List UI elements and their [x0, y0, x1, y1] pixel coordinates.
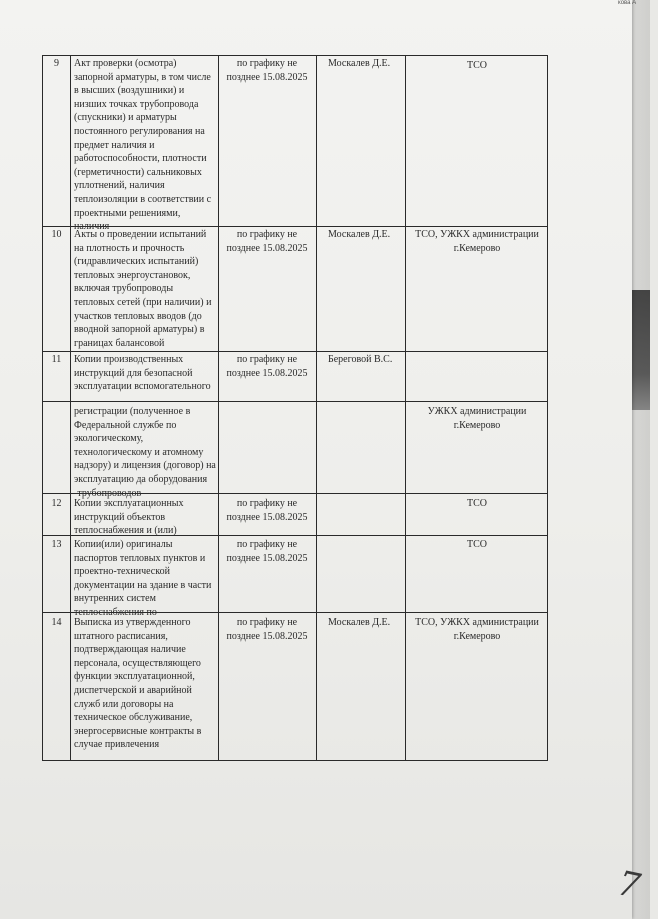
row-recipient: УЖКХ администрации г.Кемерово	[427, 406, 527, 431]
row-document: Копии эксплуатационных инструкций объектов теплоснабжения и (или)	[74, 498, 184, 537]
row-responsible: Береговой В.С.	[328, 354, 393, 365]
row-recipient: ТСО, УЖКХ администрации г.Кемерово	[415, 229, 539, 254]
background-edge	[630, 0, 650, 919]
row-number: 10	[51, 229, 62, 240]
row-number: 9	[54, 58, 59, 69]
page-number: 7	[614, 863, 644, 907]
row-document: Акты о проведении испытаний на плотность и прочность (гидравлических испытаний) тепловых энергоустановок, включая трубопроводы тепловых сетей (при наличии) и участков тепловых вводов (до вводной запорной арматуры) в границах балансовой	[74, 229, 212, 349]
row-deadline: по графику не позднее 15.08.2025	[226, 617, 308, 642]
row-deadline: по графику не позднее 15.08.2025	[226, 58, 308, 83]
row-deadline: по графику не позднее 15.08.2025	[226, 354, 308, 379]
row-responsible: Москалев Д.Е.	[328, 229, 391, 240]
row-document: Выписка из утвержденного штатного расписания, подтверждающая наличие персонала, осуществляющего функции эксплуатационной, диспетчерской и аварийной служб или договоры на техническое обслуживание, энергосервисные контракты в случае привлечения	[74, 617, 202, 751]
row-document: регистрации (полученное в Федеральной службе по экологическому, технологическому и атомному надзору) и лицензия (договор) на эксплуатацию да оборудования -трубопроводов	[74, 406, 216, 499]
row-number: 12	[51, 498, 62, 509]
row-deadline: по графику не позднее 15.08.2025	[226, 539, 308, 564]
row-document: Копии производственных инструкций для безопасной эксплуатации вспомогательного	[74, 354, 211, 393]
requirements-table	[42, 55, 548, 761]
corner-text: кова А	[618, 0, 637, 6]
row-responsible: Москалев Д.Е.	[328, 617, 391, 628]
row-deadline: по графику не позднее 15.08.2025	[226, 229, 308, 254]
row-number: 14	[51, 617, 62, 628]
row-document: Акт проверки (осмотра) запорной арматуры, в том числе в высших (воздушники) и низших точках трубопровода (спускники) и арматуры постоянного регулирования на предмет наличия и работоспособности, плотности (герметичности) сальниковых уплотнений, наличия теплоизоляции в соответствии с проектными решениями, наличия	[74, 58, 212, 233]
row-document: Копии(или) оригиналы паспортов тепловых пунктов и проектно-технической документации на здание в части внутренних систем теплоснабжения по	[74, 539, 212, 618]
row-responsible: Москалев Д.Е.	[328, 58, 391, 69]
row-recipient: ТСО	[467, 60, 487, 71]
row-number: 11	[51, 354, 62, 365]
row-recipient: ТСО, УЖКХ администрации г.Кемерово	[415, 617, 539, 642]
background-object	[632, 290, 650, 410]
row-deadline: по графику не позднее 15.08.2025	[226, 498, 308, 523]
row-number: 13	[51, 539, 62, 550]
row-recipient: ТСО	[467, 498, 487, 509]
row-recipient: ТСО	[467, 539, 487, 550]
